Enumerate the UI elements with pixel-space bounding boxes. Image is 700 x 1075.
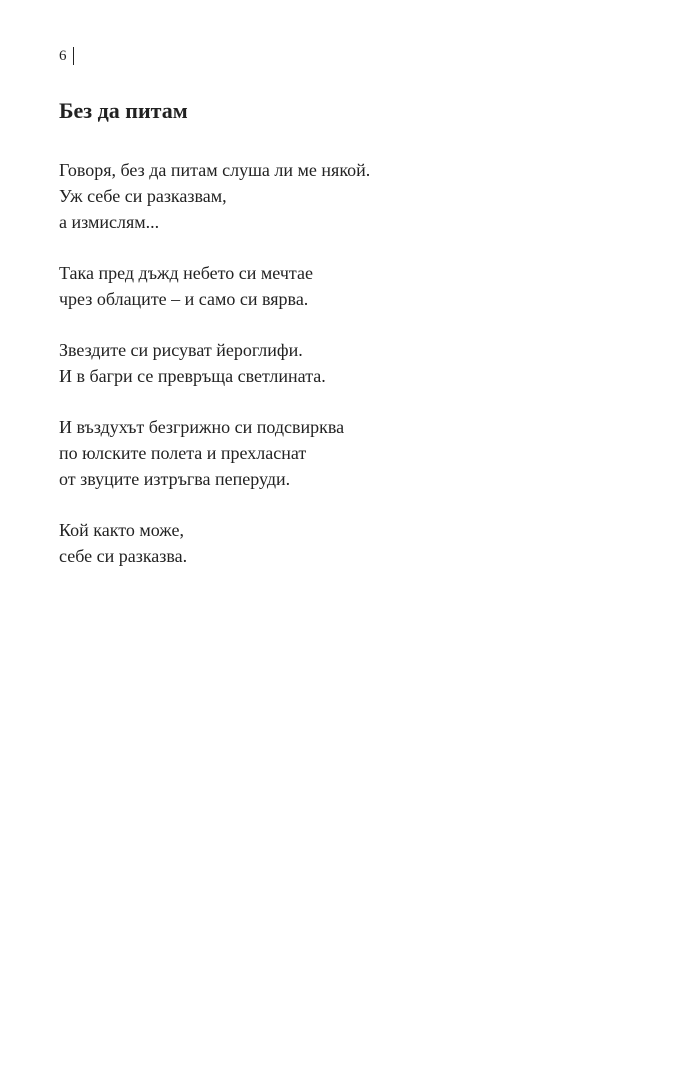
stanza	[59, 517, 659, 569]
stanza	[59, 414, 659, 492]
poem-line: Говоря, без да питам слуша ли ме някой.	[59, 160, 371, 180]
poem-line: Уж себе си разказвам,	[59, 186, 227, 206]
poem-line: по юлските полета и прехласнат	[59, 443, 307, 463]
poem-line: Кой както може,	[59, 520, 184, 540]
poem-line: чрез облаците – и само си вярва.	[59, 289, 309, 309]
poem-title: Без да питам	[59, 98, 188, 123]
poem-line: И въздухът безгрижно си подсвирква	[59, 417, 345, 437]
poem-line: а измислям...	[59, 212, 160, 232]
page-number-text: 6	[59, 48, 67, 64]
page-number	[59, 46, 74, 66]
page-number-divider	[73, 47, 74, 65]
stanza	[59, 337, 659, 389]
stanza	[59, 260, 659, 312]
stanza	[59, 157, 659, 235]
poem-line: Звездите си рисуват йероглифи.	[59, 340, 303, 360]
poem-line: от звуците изтръгва пеперуди.	[59, 469, 291, 489]
poem-line: себе си разказва.	[59, 546, 188, 566]
poem-line: Така пред дъжд небето си мечтае	[59, 263, 313, 283]
poem-body	[59, 157, 659, 594]
poem-line: И в багри се превръща светлината.	[59, 366, 326, 386]
